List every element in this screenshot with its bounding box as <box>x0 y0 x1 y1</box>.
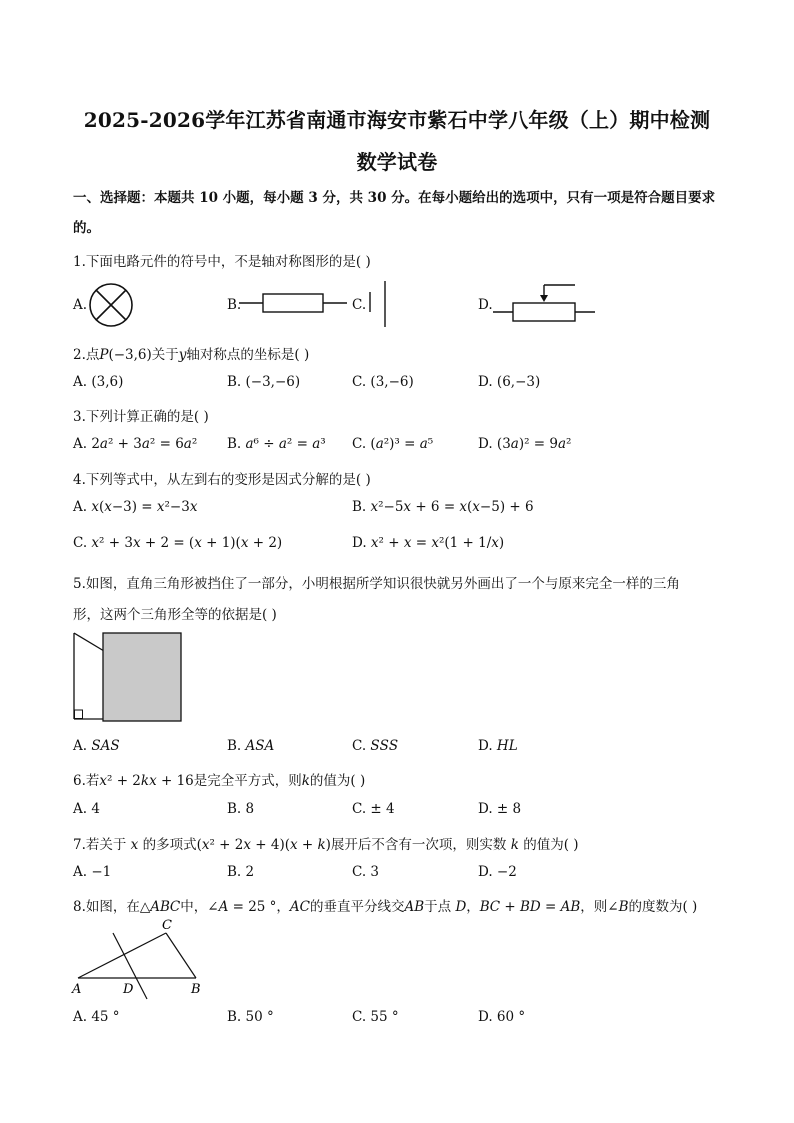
q1-option-a-label: A. <box>73 297 88 313</box>
vertex-label-a: A <box>72 982 82 997</box>
q4-option-a: A. 𝑥(𝑥−3) = 𝑥²−3𝑥 <box>73 499 198 515</box>
q6-option-b: B. 8 <box>227 801 255 817</box>
q6-option-a: A. 4 <box>73 801 100 817</box>
q1-option-b-label: B. <box>227 297 242 313</box>
q2-option-d: D. (6,−3) <box>478 374 541 390</box>
vertex-label-d: D <box>123 982 134 997</box>
q3-option-a: A. 2𝑎² + 3𝑎² = 6𝑎² <box>73 436 198 452</box>
q5-option-a: A. 𝑆𝐴𝑆 <box>73 738 120 754</box>
q1-option-c-label: C. <box>352 297 367 313</box>
q4-option-d: D. 𝑥² + 𝑥 = 𝑥²(1 + 1/𝑥) <box>352 535 505 551</box>
q3-option-d: D. (3𝑎)² = 9𝑎² <box>478 436 572 452</box>
q7-option-a: A. −1 <box>73 864 112 880</box>
covered-triangle-figure <box>72 631 184 723</box>
q2-option-c: C. (3,−6) <box>352 374 414 390</box>
vertex-label-b: B <box>191 982 201 997</box>
resistor-symbol-figure <box>237 290 349 316</box>
q1-option-d-label: D. <box>478 297 493 313</box>
q8-option-a: A. 45 ° <box>73 1009 120 1025</box>
capacitor-symbol-figure <box>366 279 392 329</box>
q7-option-b: B. 2 <box>227 864 255 880</box>
q5-option-d: D. 𝐻𝐿 <box>478 738 518 754</box>
lamp-symbol-figure <box>86 281 138 333</box>
section-heading-line1: 一、选择题：本题共 10 小题，每小题 3 分，共 30 分。在每小题给出的选项中，只有一项是符合题目要求 <box>73 190 716 206</box>
q5-option-c: C. 𝑆𝑆𝑆 <box>352 738 399 754</box>
q8-option-c: C. 55 ° <box>352 1009 399 1025</box>
question-2-stem: 2.点𝑃(−3,6)关于𝑦轴对称点的坐标是( ) <box>73 347 310 363</box>
question-1-stem: 1.下面电路元件的符号中，不是轴对称图形的是( ) <box>73 254 371 270</box>
section-heading-line2: 的。 <box>73 220 100 236</box>
question-5-stem-line2: 形，这两个三角形全等的依据是( ) <box>73 607 277 623</box>
rheostat-symbol-figure <box>491 281 597 325</box>
question-5-stem-line1: 5.如图，直角三角形被挡住了一部分，小明根据所学知识很快就另外画出了一个与原来完全一样的三角 <box>73 576 680 592</box>
q2-option-b: B. (−3,−6) <box>227 374 301 390</box>
question-7-stem: 7.若关于 𝑥 的多项式(𝑥² + 2𝑥 + 4)(𝑥 + 𝑘)展开后不含有一次项，则实数 𝑘 的值为( ) <box>73 837 579 853</box>
q6-option-c: C. ± 4 <box>352 801 395 817</box>
question-8-stem: 8.如图，在△𝐴𝐵𝐶中，∠𝐴 = 25 °，𝐴𝐶的垂直平分线交𝐴𝐵于点 𝐷，𝐵𝐶 + 𝐵𝐷 = 𝐴𝐵，则∠𝐵的度数为( ) <box>73 899 698 915</box>
q5-option-b: B. 𝐴𝑆𝐴 <box>227 738 275 754</box>
question-6-stem: 6.若𝑥² + 2𝑘𝑥 + 16是完全平方式，则𝑘的值为( ) <box>73 773 366 789</box>
q8-option-b: B. 50 ° <box>227 1009 274 1025</box>
page-title-line2: 数学试卷 <box>356 150 438 174</box>
q6-option-d: D. ± 8 <box>478 801 522 817</box>
question-4-stem: 4.下列等式中，从左到右的变形是因式分解的是( ) <box>73 472 371 488</box>
triangle-abc-figure <box>68 915 208 1001</box>
q3-option-b: B. 𝑎⁶ ÷ 𝑎² = 𝑎³ <box>227 436 326 452</box>
q8-option-d: D. 60 ° <box>478 1009 526 1025</box>
page-title-line1: 2025-2026学年江苏省南通市海安市紫石中学八年级（上）期中检测 <box>83 108 711 132</box>
q7-option-d: D. −2 <box>478 864 517 880</box>
q4-option-c: C. 𝑥² + 3𝑥 + 2 = (𝑥 + 1)(𝑥 + 2) <box>73 535 283 551</box>
q2-option-a: A. (3,6) <box>73 374 124 390</box>
question-3-stem: 3.下列计算正确的是( ) <box>73 409 209 425</box>
q3-option-c: C. (𝑎²)³ = 𝑎⁵ <box>352 436 434 452</box>
vertex-label-c: C <box>162 918 172 933</box>
q4-option-b: B. 𝑥²−5𝑥 + 6 = 𝑥(𝑥−5) + 6 <box>352 499 534 515</box>
q7-option-c: C. 3 <box>352 864 380 880</box>
